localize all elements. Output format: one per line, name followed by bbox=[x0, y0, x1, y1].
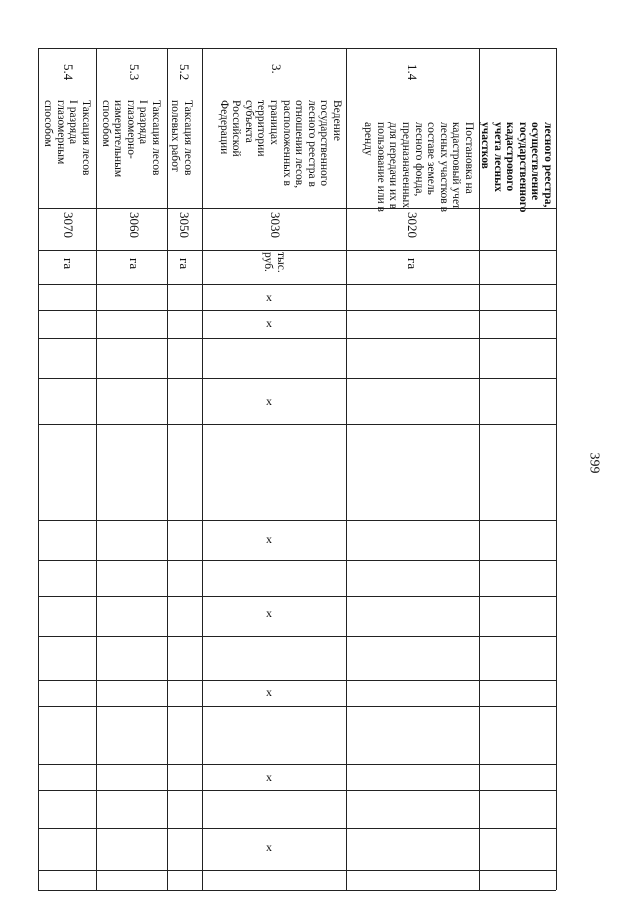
row-number: 1.4 bbox=[405, 64, 420, 81]
row-name: Таксация лесов I разряда глазомерным способом bbox=[42, 100, 92, 176]
row-unit: га bbox=[61, 258, 76, 270]
cross-mark: x bbox=[266, 394, 272, 408]
row-code: 3020 bbox=[405, 212, 420, 238]
cross-mark: x bbox=[266, 685, 272, 699]
row-code: 3060 bbox=[127, 212, 142, 238]
header-continuation: лесного реестра, осуществление государственного кадастрового учета лесных участков bbox=[479, 122, 554, 213]
row-unit: га bbox=[127, 258, 142, 270]
row-name: Ведение государственного лесного реестра в отношении лесов, расположенных в границах территории субъекта Российской Федерации bbox=[217, 100, 343, 189]
row-number: 5.4 bbox=[61, 64, 76, 81]
table-line bbox=[202, 48, 203, 890]
row-unit: га bbox=[405, 258, 420, 270]
cross-mark: x bbox=[266, 532, 272, 546]
table-line bbox=[556, 48, 557, 890]
row-code: 3070 bbox=[61, 212, 76, 238]
row-name: Постановка на кадастровый учет лесных участков в составе земель лесного фонда, предназначенных для передачи их в пользование или в аренду bbox=[362, 122, 475, 212]
page-number: 399 bbox=[586, 452, 602, 474]
row-name: Таксация лесов I разряда глазомерно- измерительным способом bbox=[99, 100, 162, 178]
table-line bbox=[96, 48, 97, 890]
cross-mark: x bbox=[266, 290, 272, 304]
cross-mark: x bbox=[266, 606, 272, 620]
row-number: 3. bbox=[269, 64, 284, 74]
cross-mark: x bbox=[266, 770, 272, 784]
row-code: 3050 bbox=[177, 212, 192, 238]
row-name: Таксация лесов полевых работ bbox=[169, 100, 194, 176]
table-line bbox=[38, 890, 556, 891]
row-code: 3030 bbox=[268, 212, 283, 238]
table-line bbox=[38, 48, 39, 890]
row-number: 5.2 bbox=[177, 64, 192, 81]
cross-mark: x bbox=[266, 840, 272, 854]
cross-mark: x bbox=[266, 316, 272, 330]
row-unit: га bbox=[177, 258, 192, 270]
table-line bbox=[346, 48, 347, 890]
row-unit: тыс. руб. bbox=[262, 252, 287, 273]
row-number: 5.3 bbox=[127, 64, 142, 81]
